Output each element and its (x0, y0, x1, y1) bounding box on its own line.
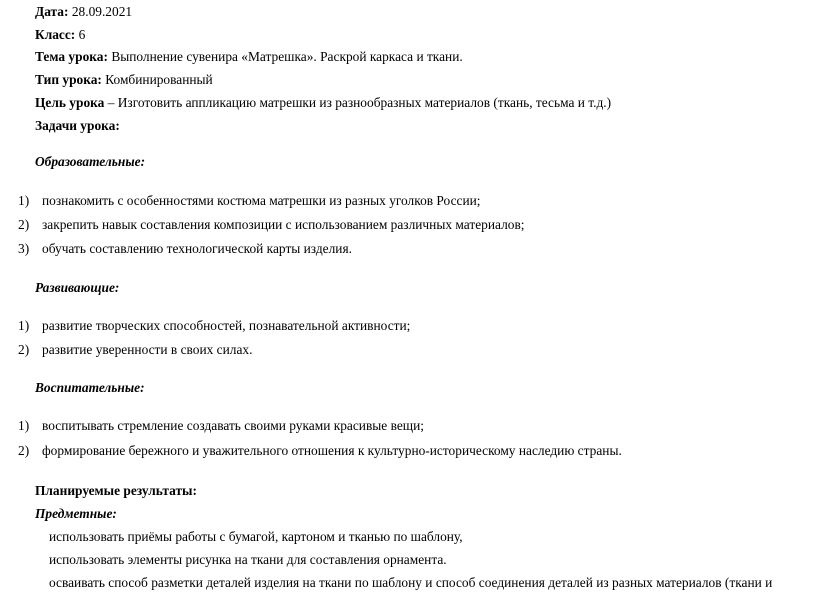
list-item: познакомить с особенностями костюма матрешки из разных уголков России; (42, 193, 481, 208)
results-heading: Планируемые результаты: (35, 483, 197, 498)
goal-line (35, 96, 611, 109)
class-label: Класс: (35, 27, 76, 42)
list-item-number: 1) (18, 193, 30, 208)
list-item: формирование бережного и уважительного отношения к культурно-историческому наследию страны. (42, 443, 622, 458)
list-item-number: 2) (18, 443, 30, 458)
result-item: использовать элементы рисунка на ткани для составления орнамента. (49, 552, 447, 567)
developing-heading: Развивающие: (35, 280, 120, 295)
topic-label: Тема урока: (35, 49, 108, 64)
result-item: использовать приёмы работы с бумагой, картоном и тканью по шаблону, (49, 529, 463, 544)
goal-label: Цель урока (35, 95, 105, 110)
list-item-number: 1) (18, 318, 30, 333)
result-item: осваивать способ разметки деталей изделия на ткани по шаблону и способ соединения деталей из разных материалов (ткани и (49, 575, 773, 590)
list-item-number: 2) (18, 342, 30, 357)
topic-value: Выполнение сувенира «Матрешка». Раскрой каркаса и ткани. (111, 49, 463, 64)
list-item-number: 1) (18, 418, 30, 433)
date-label: Дата: (35, 4, 69, 19)
type-line (35, 73, 213, 86)
date-value: 28.09.2021 (71, 4, 133, 19)
educational-heading: Образовательные: (35, 154, 146, 169)
topic-line (35, 50, 463, 63)
subject-results-heading: Предметные: (35, 506, 117, 521)
list-item: обучать составлению технологической карты изделия. (42, 241, 352, 256)
upbringing-heading: Воспитательные: (35, 380, 145, 395)
class-value: 6 (78, 27, 86, 42)
list-item: воспитывать стремление создавать своими руками красивые вещи; (42, 418, 424, 433)
tasks-heading: Задачи урока: (35, 118, 120, 133)
type-value: Комбинированный (105, 72, 213, 87)
list-item: закрепить навык составления композиции с использованием различных материалов; (42, 217, 525, 232)
list-item: развитие уверенности в своих силах. (42, 342, 253, 357)
list-item-number: 3) (18, 241, 30, 256)
date-line (35, 5, 132, 18)
class-line (35, 28, 85, 41)
type-label: Тип урока: (35, 72, 102, 87)
list-item-number: 2) (18, 217, 30, 232)
list-item: развитие творческих способностей, познавательной активности; (42, 318, 411, 333)
goal-value: – Изготовить аппликацию матрешки из разнообразных материалов (ткань, тесьма и т.д.) (107, 95, 612, 110)
